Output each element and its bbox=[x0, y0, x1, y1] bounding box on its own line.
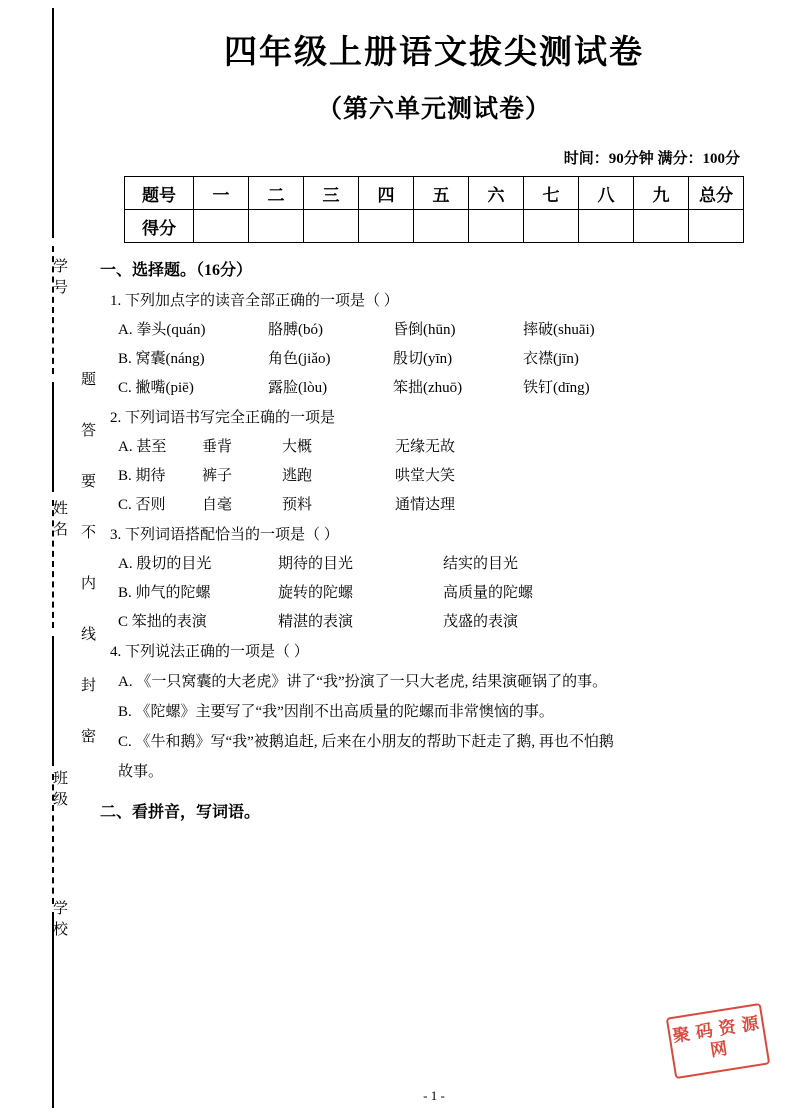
option-item[interactable]: 裤子 bbox=[202, 468, 233, 484]
section-heading-1: 一、选择题。（16分） bbox=[100, 262, 253, 279]
option-item[interactable]: B. 期待 bbox=[118, 468, 166, 484]
option-item[interactable]: A. 《一只窝囊的大老虎》讲了“我”扮演了一只大老虎, 结果演砸锅了的事。 bbox=[118, 674, 608, 690]
seal-line-segment bbox=[52, 8, 54, 238]
question-stem-1: 1. 下列加点字的读音全部正确的一项是（ ） bbox=[110, 293, 399, 309]
score-input-cell[interactable] bbox=[249, 210, 304, 243]
option-item[interactable]: 铁钉(dīng) bbox=[523, 380, 590, 396]
option-item[interactable]: 摔破(shuāi) bbox=[523, 322, 595, 338]
option-item[interactable]: A. 甚至 bbox=[118, 439, 167, 455]
question-options-row bbox=[118, 318, 772, 339]
question-options-row bbox=[118, 435, 772, 456]
option-item[interactable]: 露脸(lòu) bbox=[268, 380, 328, 396]
page-subtitle: （第六单元测试卷） bbox=[316, 96, 551, 123]
option-item[interactable]: 通情达理 bbox=[395, 497, 456, 513]
option-item[interactable]: B. 帅气的陀螺 bbox=[118, 585, 211, 601]
option-item[interactable]: C. 撇嘴(piē) bbox=[118, 380, 194, 396]
option-item[interactable]: 精湛的表演 bbox=[278, 614, 354, 630]
option-item[interactable]: C. 《牛和鹅》写“我”被鹅追赶, 后来在小朋友的帮助下赶走了鹅, 再也不怕鹅 bbox=[118, 734, 614, 750]
option-item[interactable]: A. 殷切的目光 bbox=[118, 556, 212, 572]
option-item-continued: 故事。 bbox=[118, 764, 164, 780]
score-input-cell[interactable] bbox=[469, 210, 524, 243]
option-item[interactable]: 胳膊(bó) bbox=[268, 322, 323, 338]
option-item[interactable]: 旋转的陀螺 bbox=[278, 585, 354, 601]
option-item[interactable]: 角色(jiǎo) bbox=[268, 351, 331, 367]
question-options-row bbox=[118, 610, 772, 631]
option-item[interactable]: 茂盛的表演 bbox=[443, 614, 519, 630]
option-item[interactable]: B. 窝囊(náng) bbox=[118, 351, 205, 367]
score-input-cell[interactable] bbox=[689, 210, 744, 243]
seal-line-segment bbox=[52, 382, 54, 492]
watermark-stamp bbox=[666, 1003, 771, 1079]
seal-label-name: 姓名 bbox=[51, 500, 67, 542]
option-item[interactable]: 垂背 bbox=[202, 439, 233, 455]
table-cell: 五 bbox=[414, 177, 469, 210]
option-item[interactable]: 无缘无故 bbox=[395, 439, 456, 455]
seal-label-class: 班级 bbox=[51, 770, 67, 812]
table-cell: 七 bbox=[524, 177, 579, 210]
seal-line-segment bbox=[52, 636, 54, 766]
table-cell: 二 bbox=[249, 177, 304, 210]
score-input-cell[interactable] bbox=[359, 210, 414, 243]
option-item[interactable]: 昏倒(hūn) bbox=[393, 322, 456, 338]
seal-label-school: 学校 bbox=[51, 900, 67, 942]
option-item[interactable]: 结实的目光 bbox=[443, 556, 519, 572]
option-item[interactable]: 期待的目光 bbox=[278, 556, 354, 572]
score-input-cell[interactable] bbox=[414, 210, 469, 243]
table-row bbox=[125, 177, 744, 210]
exam-time-info: 时间：90分钟 满分：100分 bbox=[563, 151, 740, 167]
stamp-text: 聚 码 资 源 网 bbox=[671, 1013, 762, 1061]
table-cell: 得分 bbox=[125, 210, 194, 243]
question-stem-3: 3. 下列词语搭配恰当的一项是（ ） bbox=[110, 527, 339, 543]
score-input-cell[interactable] bbox=[579, 210, 634, 243]
table-cell: 六 bbox=[469, 177, 524, 210]
option-item[interactable]: C. 否则 bbox=[118, 497, 166, 513]
question-options-row bbox=[118, 581, 772, 602]
table-cell: 一 bbox=[194, 177, 249, 210]
score-input-cell[interactable] bbox=[304, 210, 359, 243]
table-cell: 九 bbox=[634, 177, 689, 210]
question-stem-4: 4. 下列说法正确的一项是（ ） bbox=[110, 644, 309, 660]
page-number: - 1 - bbox=[423, 1088, 445, 1103]
question-stem-2: 2. 下列词语书写完全正确的一项是 bbox=[110, 410, 336, 426]
question-options-row bbox=[118, 464, 772, 485]
score-table bbox=[124, 176, 744, 243]
option-item[interactable]: 逃跑 bbox=[282, 468, 313, 484]
option-item[interactable]: 自毫 bbox=[202, 497, 233, 513]
question-options-row bbox=[118, 552, 772, 573]
option-item[interactable]: 高质量的陀螺 bbox=[443, 585, 534, 601]
option-item[interactable]: 衣襟(jīn) bbox=[523, 351, 579, 367]
page-title: 四年级上册语文拔尖测试卷 bbox=[224, 35, 644, 71]
option-item[interactable]: B. 《陀螺》主要写了“我”因削不出高质量的陀螺而非常懊恼的事。 bbox=[118, 704, 554, 720]
table-cell: 题号 bbox=[125, 177, 194, 210]
option-item[interactable]: 预料 bbox=[282, 497, 313, 513]
option-item[interactable]: 大概 bbox=[282, 439, 313, 455]
table-cell: 总分 bbox=[689, 177, 744, 210]
seal-strip bbox=[22, 0, 95, 1118]
option-item[interactable]: C 笨拙的表演 bbox=[118, 614, 207, 630]
option-item[interactable]: 殷切(yīn) bbox=[393, 351, 453, 367]
table-cell: 八 bbox=[579, 177, 634, 210]
score-input-cell[interactable] bbox=[524, 210, 579, 243]
score-input-cell[interactable] bbox=[194, 210, 249, 243]
exam-paper bbox=[96, 0, 772, 1118]
table-cell: 三 bbox=[304, 177, 359, 210]
section-heading-2: 二、看拼音，写词语。 bbox=[100, 804, 261, 821]
question-options-row bbox=[118, 493, 772, 514]
seal-label-notice: 题 答 要 不 内 线 封 密 bbox=[79, 371, 95, 753]
option-item[interactable]: 哄堂大笑 bbox=[395, 468, 456, 484]
table-row bbox=[125, 210, 744, 243]
question-options-row bbox=[118, 376, 772, 397]
score-input-cell[interactable] bbox=[634, 210, 689, 243]
option-item[interactable]: 笨拙(zhuō) bbox=[393, 380, 463, 396]
question-options-row bbox=[118, 347, 772, 368]
table-cell: 四 bbox=[359, 177, 414, 210]
seal-label-student-id: 学号 bbox=[51, 258, 67, 300]
option-item[interactable]: A. 拳头(quán) bbox=[118, 322, 206, 338]
